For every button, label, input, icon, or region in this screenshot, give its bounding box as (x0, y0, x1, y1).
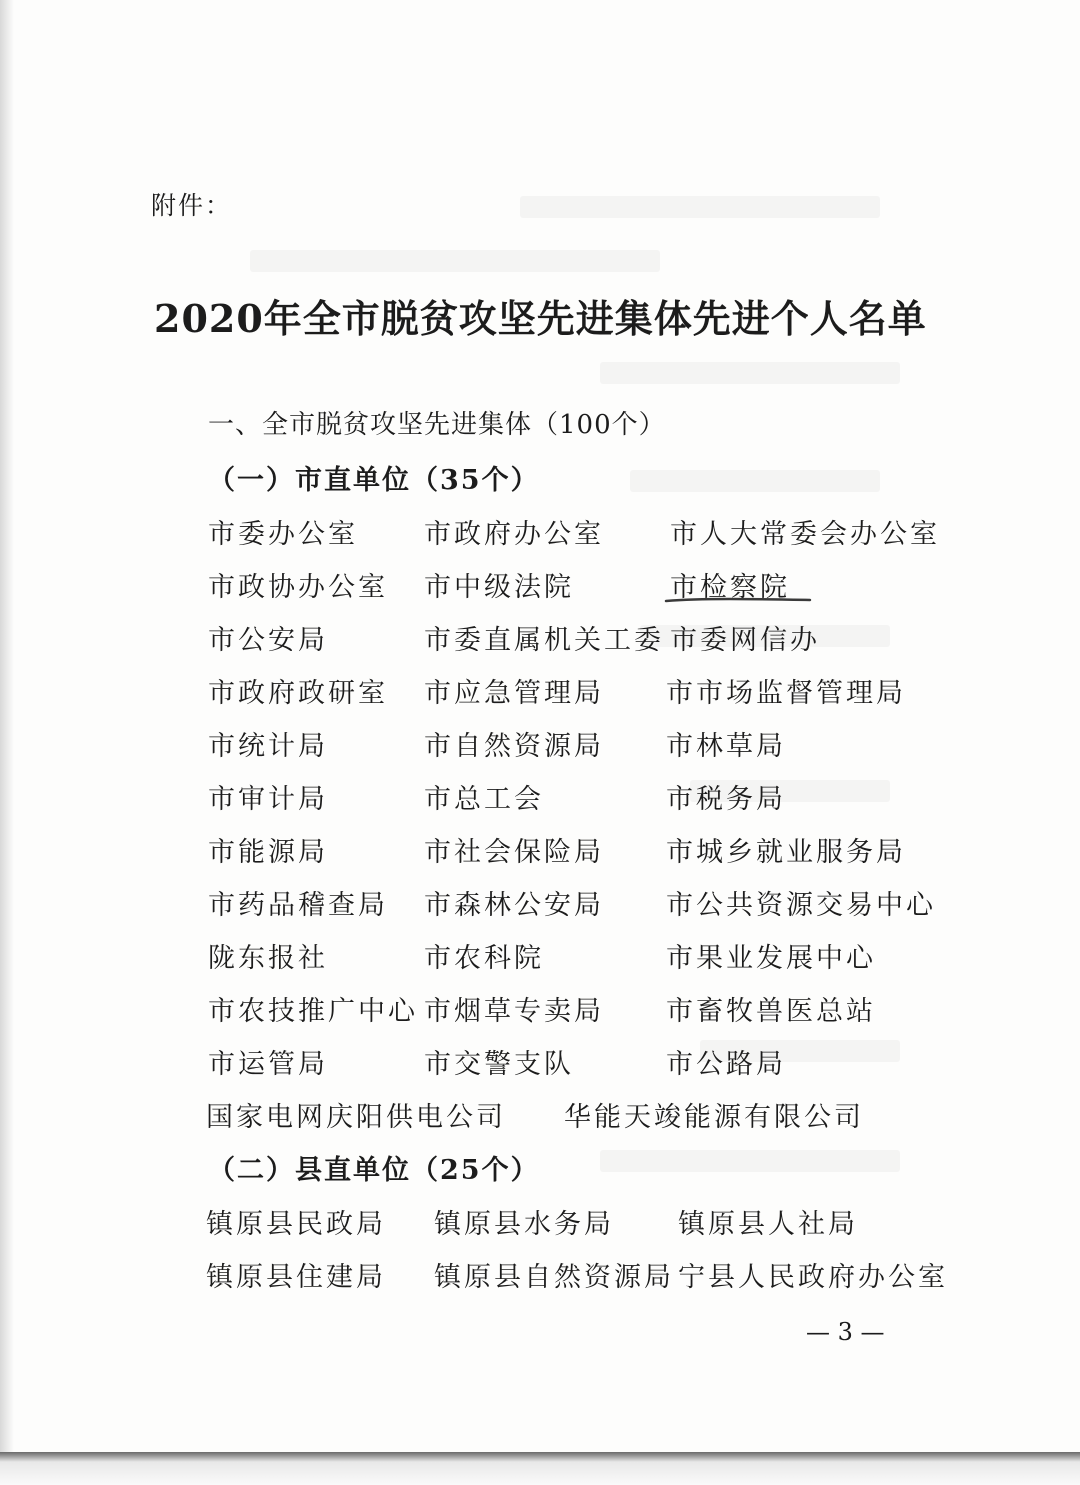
list-item: 市社会保险局 (424, 837, 604, 868)
list-item: 市能源局 (208, 837, 328, 868)
subsection-heading-county: （二）县直单位（25个） (208, 1155, 540, 1186)
attachment-label: 附件： (151, 191, 233, 220)
page-number: — 3 — (806, 1318, 885, 1346)
list-item: 市审计局 (208, 784, 328, 815)
list-item: 市检察院 (670, 572, 790, 603)
list-item: 市城乡就业服务局 (666, 837, 906, 868)
list-item: 镇原县住建局 (206, 1262, 386, 1293)
list-item: 市畜牧兽医总站 (666, 996, 876, 1027)
list-item: 市人大常委会办公室 (670, 519, 940, 550)
handwritten-underline (664, 596, 812, 604)
list-item: 市公路局 (666, 1049, 786, 1080)
list-item: 陇东报社 (208, 943, 328, 974)
list-item: 镇原县民政局 (206, 1209, 386, 1240)
section-heading: 一、全市脱贫攻坚先进集体（100个） (208, 410, 666, 440)
subsection-heading-city: （一）市直单位（35个） (208, 465, 540, 496)
list-item: 市市场监督管理局 (666, 678, 906, 709)
list-item: 市森林公安局 (424, 890, 604, 921)
list-item: 宁县人民政府办公室 (678, 1262, 948, 1293)
list-item: 镇原县人社局 (678, 1209, 858, 1240)
list-item: 市公共资源交易中心 (666, 890, 936, 921)
scan-left-shadow (0, 0, 14, 1485)
list-item: 市农技推广中心 (208, 996, 418, 1027)
list-item: 华能天竣能源有限公司 (564, 1102, 864, 1133)
list-item: 市农科院 (424, 943, 544, 974)
list-item: 镇原县自然资源局 (434, 1262, 674, 1293)
list-item: 市烟草专卖局 (424, 996, 604, 1027)
list-item: 市交警支队 (424, 1049, 574, 1080)
list-item: 市运管局 (208, 1049, 328, 1080)
list-item: 市政协办公室 (208, 572, 388, 603)
list-item: 国家电网庆阳供电公司 (206, 1102, 506, 1133)
list-item: 市自然资源局 (424, 731, 604, 762)
list-item: 市应急管理局 (424, 678, 604, 709)
list-item: 市果业发展中心 (666, 943, 876, 974)
list-item: 市中级法院 (424, 572, 574, 603)
document-title: 2020年全市脱贫攻坚先进集体先进个人名单 (154, 296, 927, 341)
scan-bottom-edge (0, 1452, 1080, 1485)
list-item: 市统计局 (208, 731, 328, 762)
list-item: 市委网信办 (670, 625, 820, 656)
list-item: 镇原县水务局 (434, 1209, 614, 1240)
list-item: 市政府办公室 (424, 519, 604, 550)
list-item: 市公安局 (208, 625, 328, 656)
list-item: 市税务局 (666, 784, 786, 815)
list-item: 市林草局 (666, 731, 786, 762)
list-item: 市委办公室 (208, 519, 358, 550)
list-item: 市政府政研室 (208, 678, 388, 709)
list-item: 市药品稽查局 (208, 890, 388, 921)
list-item: 市总工会 (424, 784, 544, 815)
list-item: 市委直属机关工委 (424, 625, 664, 656)
